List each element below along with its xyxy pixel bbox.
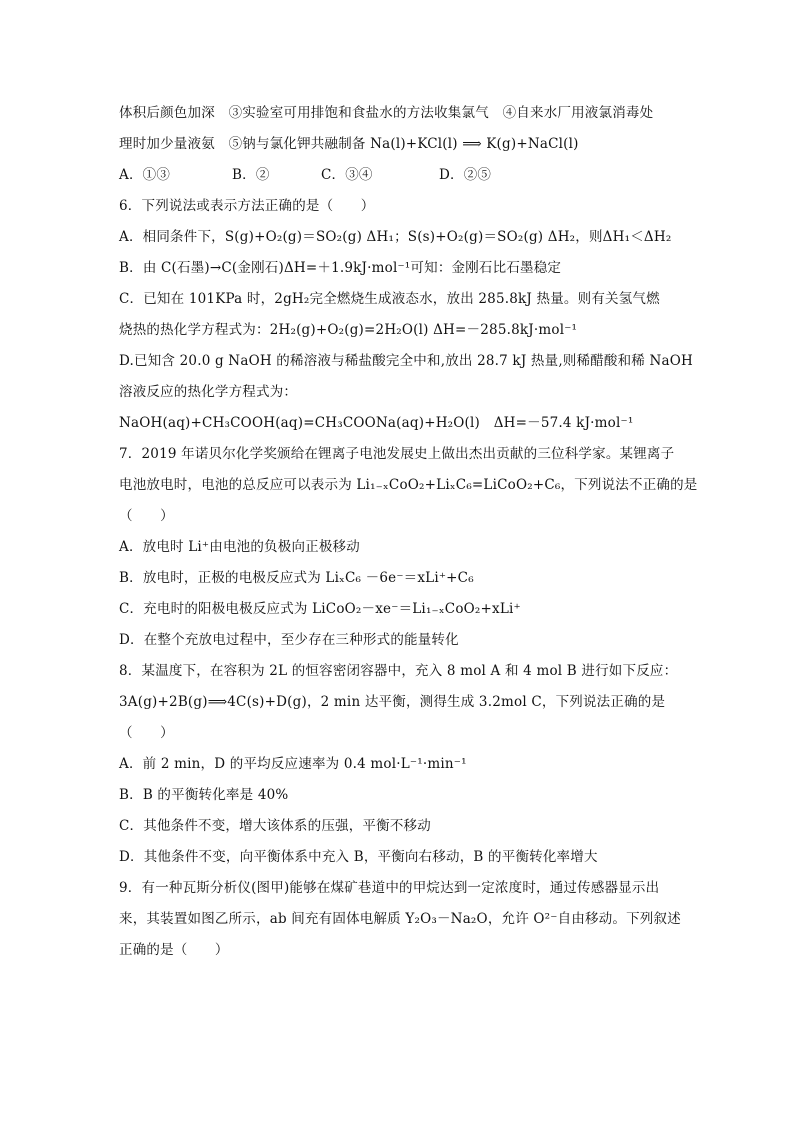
- q6-option-c-line-1: C．已知在 101KPa 时，2gH₂完全燃烧生成液态水，放出 285.8kJ 热量。则有关氢气燃: [119, 291, 660, 307]
- q7-option-a: A．放电时 Li⁺由电池的负极向正极移动: [119, 539, 360, 555]
- q5-option-d: D．②⑤: [439, 167, 492, 183]
- q5-option-c: C．③④: [321, 167, 373, 183]
- q6-option-b: B．由 C(石墨)→C(金刚石)ΔH=＋1.9kJ·mol⁻¹可知：金刚石比石墨稳定: [119, 260, 562, 276]
- q7-option-b: B．放电时，正极的电极反应式为 LiₓC₆ －6e⁻＝xLi⁺+C₆: [119, 570, 474, 586]
- q6-stem: 6．下列说法或表示方法正确的是（ ）: [119, 198, 375, 214]
- q6-option-a: A．相同条件下，S(g)+O₂(g)＝SO₂(g) ΔH₁；S(s)+O₂(g)＝SO₂(g) ΔH₂，则ΔH₁＜ΔH₂: [119, 229, 672, 245]
- q6-option-d-line-1: D.已知含 20.0 g NaOH 的稀溶液与稀盐酸完全中和,放出 28.7 kJ 热量,则稀醋酸和稀 NaOH: [119, 353, 694, 369]
- q8-stem-line-2: 3A(g)+2B(g)⟹4C(s)+D(g)，2 min 达平衡，测得生成 3.2mol C，下列说法正确的是: [119, 694, 666, 710]
- q7-option-d: D．在整个充放电过程中，至少存在三种形式的能量转化: [119, 632, 459, 648]
- q9-stem-line-2: 来，其装置如图乙所示，ab 间充有固体电解质 Y₂O₃－Na₂O，允许 O²⁻自由移动。下列叙述: [119, 911, 681, 927]
- q8-option-b: B．B 的平衡转化率是 40%: [119, 787, 289, 803]
- q7-stem-line-2: 电池放电时，电池的总反应可以表示为 Li₁₋ₓCoO₂+LiₓC₆=LiCoO₂+C₆，下列说法不正确的是: [119, 477, 698, 493]
- q7-blank: （ ）: [119, 508, 174, 524]
- q8-blank: （ ）: [119, 725, 174, 741]
- q5-text-line-1: 体积后颜色加深 ③实验室可用排饱和食盐水的方法收集氯气 ④自来水厂用液氯消毒处: [119, 105, 654, 121]
- q5-text-line-2: 理时加少量液氨 ⑤钠与氯化钾共融制备 Na(l)+KCl(l) ⟹ K(g)+NaCl(l): [119, 136, 579, 152]
- q8-option-a: A．前 2 min，D 的平均反应速率为 0.4 mol·L⁻¹·min⁻¹: [119, 756, 467, 772]
- q7-option-c: C．充电时的阳极电极反应式为 LiCoO₂－xe⁻＝Li₁₋ₓCoO₂+xLi⁺: [119, 601, 521, 617]
- q8-option-d: D．其他条件不变，向平衡体系中充入 B，平衡向右移动，B 的平衡转化率增大: [119, 849, 598, 865]
- q5-option-b: B．②: [232, 167, 270, 183]
- q9-stem-line-3: 正确的是（ ）: [119, 942, 229, 958]
- q7-stem-line-1: 7．2019 年诺贝尔化学奖颁给在锂离子电池发展史上做出杰出贡献的三位科学家。某锂离子: [119, 446, 675, 462]
- q9-stem-line-1: 9．有一种瓦斯分析仪(图甲)能够在煤矿巷道中的甲烷达到一定浓度时，通过传感器显示出: [119, 880, 660, 896]
- q5-option-a: A．①③: [119, 167, 171, 183]
- q5-options: [119, 166, 694, 184]
- q6-option-c-line-2: 烧热的热化学方程式为：2H₂(g)+O₂(g)=2H₂O(l) ΔH=－285.8kJ·mol⁻¹: [119, 322, 578, 338]
- q6-option-d-equation: NaOH(aq)+CH₃COOH(aq)=CH₃COONa(aq)+H₂O(l) ΔH=－57.4 kJ·mol⁻¹: [119, 415, 634, 431]
- q6-option-d-line-2: 溶液反应的热化学方程式为：: [119, 384, 298, 400]
- q8-option-c: C．其他条件不变，增大该体系的压强，平衡不移动: [119, 818, 431, 834]
- q8-stem-line-1: 8．某温度下，在容积为 2L 的恒容密闭容器中，充入 8 mol A 和 4 mol B 进行如下反应：: [119, 663, 678, 679]
